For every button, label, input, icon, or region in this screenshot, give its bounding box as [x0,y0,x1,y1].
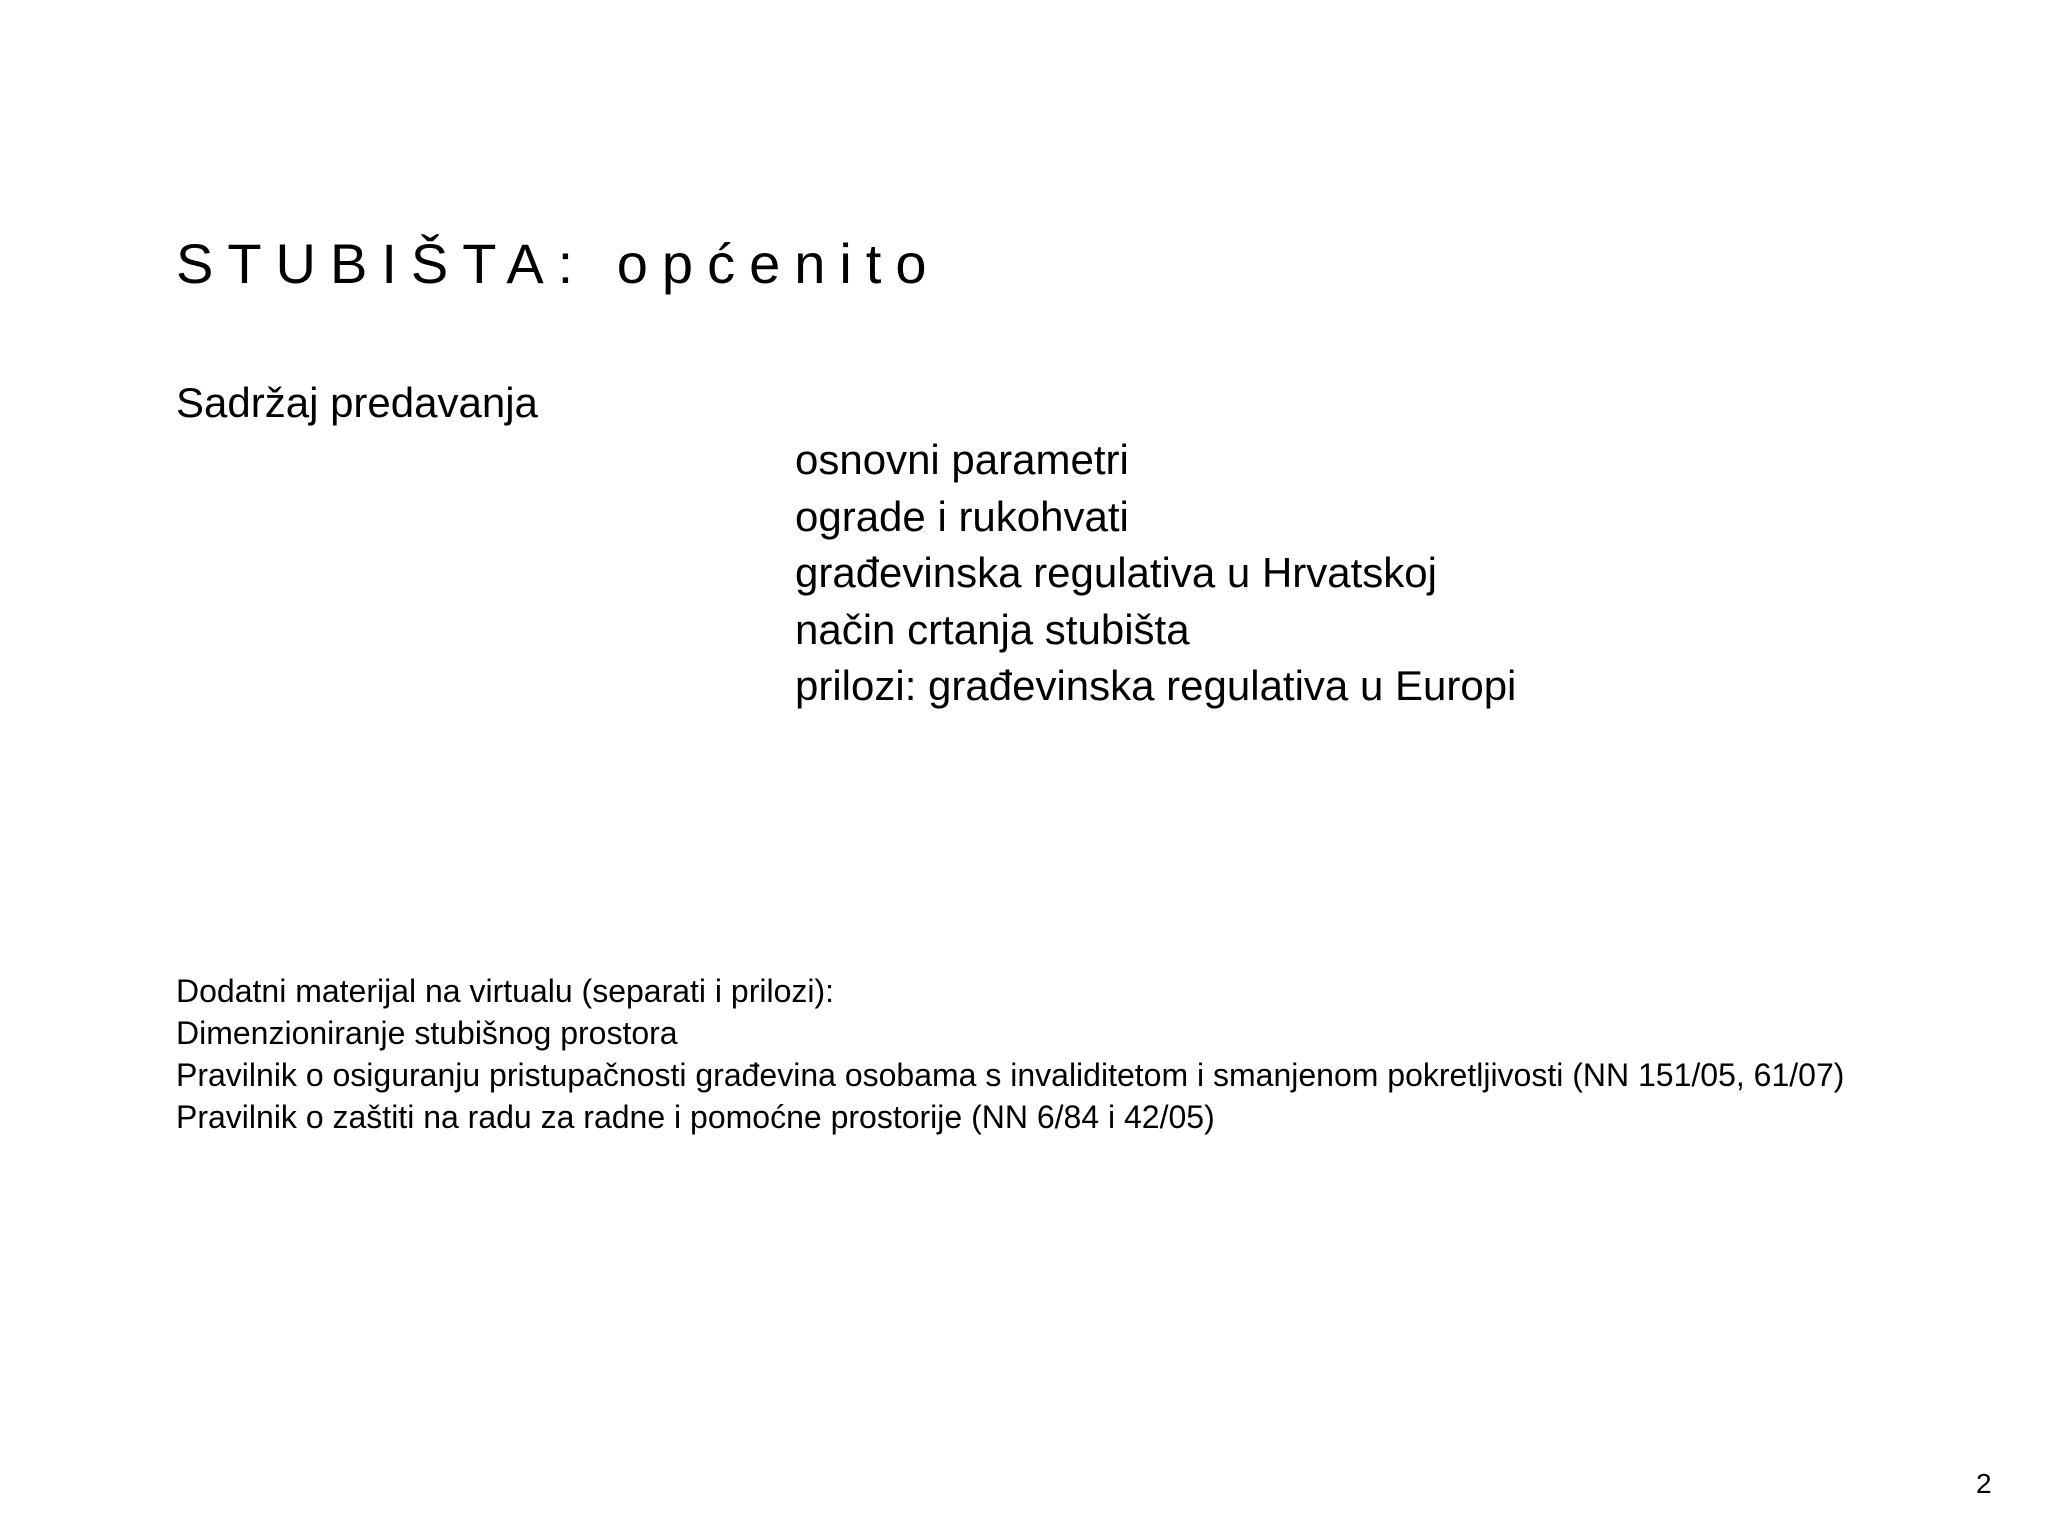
list-item: osnovni parametri [795,436,1129,483]
list-item: građevinska regulativa u Hrvatskoj [795,549,1437,596]
list-item: način crtanja stubišta [795,605,1190,653]
page-number: 2 [1976,1468,1992,1499]
materials-heading: Dodatni materijal na virtualu (separati i prilozi): [176,973,835,1009]
slide-title: STUBIŠTA: općenito [176,232,941,295]
list-item: ograde i rukohvati [795,492,1129,540]
list-item: Dimenzioniranje stubišnog prostora [176,1015,678,1051]
topics-list [795,432,1516,715]
list-item: Pravilnik o zaštiti na radu za radne i pomoćne prostorije (NN 6/84 i 42/05) [176,1099,1215,1135]
list-item: prilozi: građevinska regulativa u Europi [795,662,1517,709]
materials-list [176,970,1844,1138]
slide-subtitle: Sadržaj predavanja [176,379,538,426]
list-item: Pravilnik o osiguranju pristupačnosti građevina osobama s invaliditetom i smanjenom pokretljivosti (NN 151/05, 61/07) [176,1057,1845,1093]
